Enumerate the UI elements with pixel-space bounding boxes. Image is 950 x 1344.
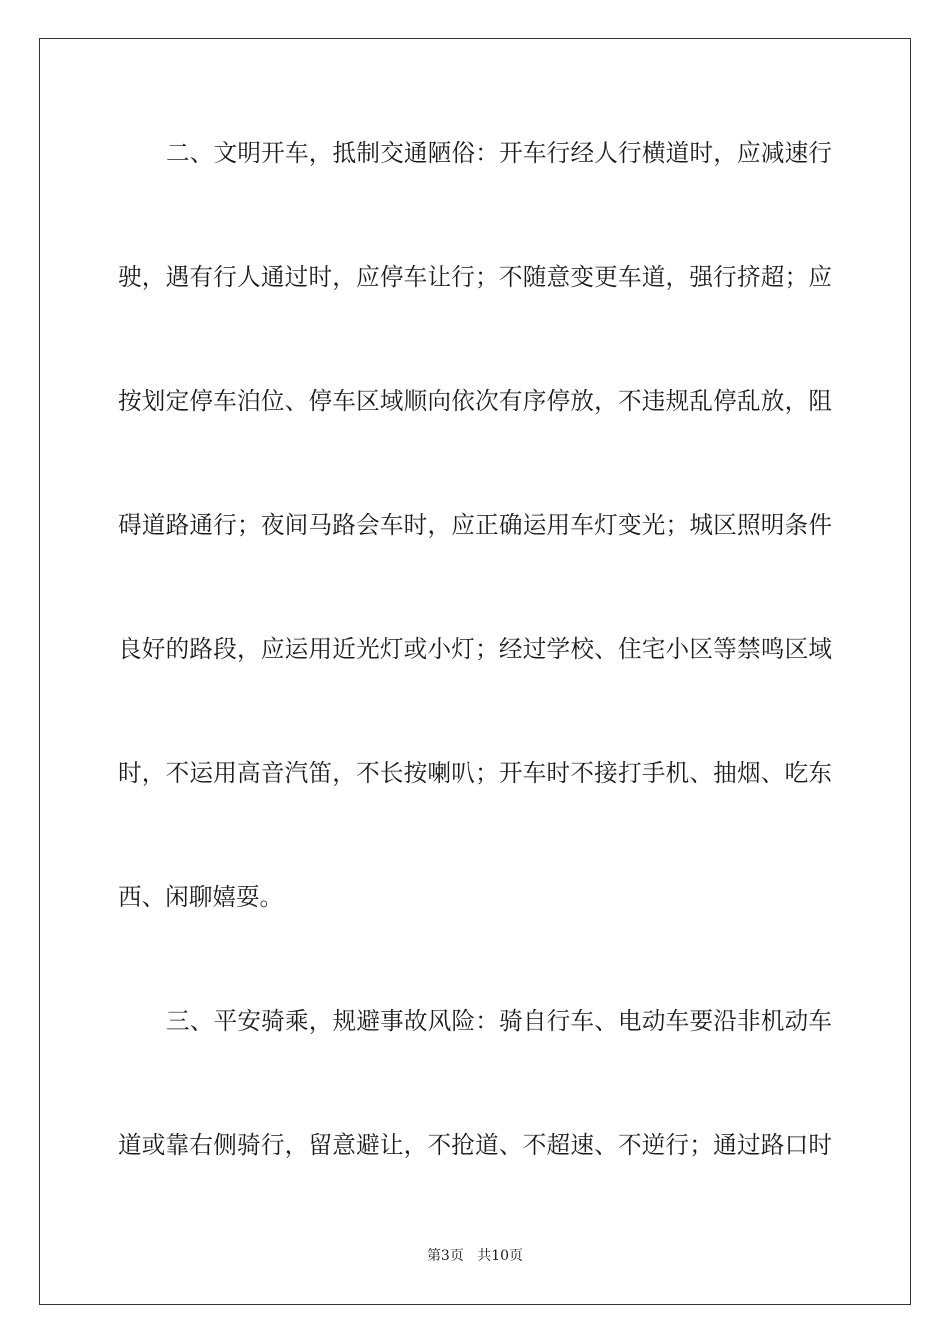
paragraph-line: 按划定停车泊位、停车区域顺向依次有序停放，不违规乱停乱放，阻 bbox=[118, 387, 832, 415]
paragraph-line: 碍道路通行；夜间马路会车时，应正确运用车灯变光；城区照明条件 bbox=[118, 511, 832, 539]
paragraph-line: 时，不运用高音汽笛，不长按喇叭；开车时不接打手机、抽烟、吃东 bbox=[118, 759, 832, 787]
page-border bbox=[39, 38, 911, 1305]
page-footer bbox=[0, 1246, 950, 1266]
page-number: 第3页 bbox=[426, 1248, 464, 1264]
paragraph-line: 三、平安骑乘，规避事故风险：骑自行车、电动车要沿非机动车 bbox=[166, 1007, 832, 1035]
paragraph-line: 驶，遇有行人通过时，应停车让行；不随意变更车道，强行挤超；应 bbox=[118, 263, 832, 291]
paragraph-line: 西、闲聊嬉耍。 bbox=[118, 883, 284, 911]
paragraph-line: 二、文明开车，抵制交通陋俗：开车行经人行横道时，应减速行 bbox=[166, 139, 832, 167]
paragraph-line: 道或靠右侧骑行，留意避让，不抢道、不超速、不逆行；通过路口时 bbox=[118, 1131, 832, 1159]
paragraph-line: 良好的路段，应运用近光灯或小灯；经过学校、住宅小区等禁鸣区域 bbox=[118, 635, 832, 663]
page-total: 共10页 bbox=[477, 1248, 524, 1264]
